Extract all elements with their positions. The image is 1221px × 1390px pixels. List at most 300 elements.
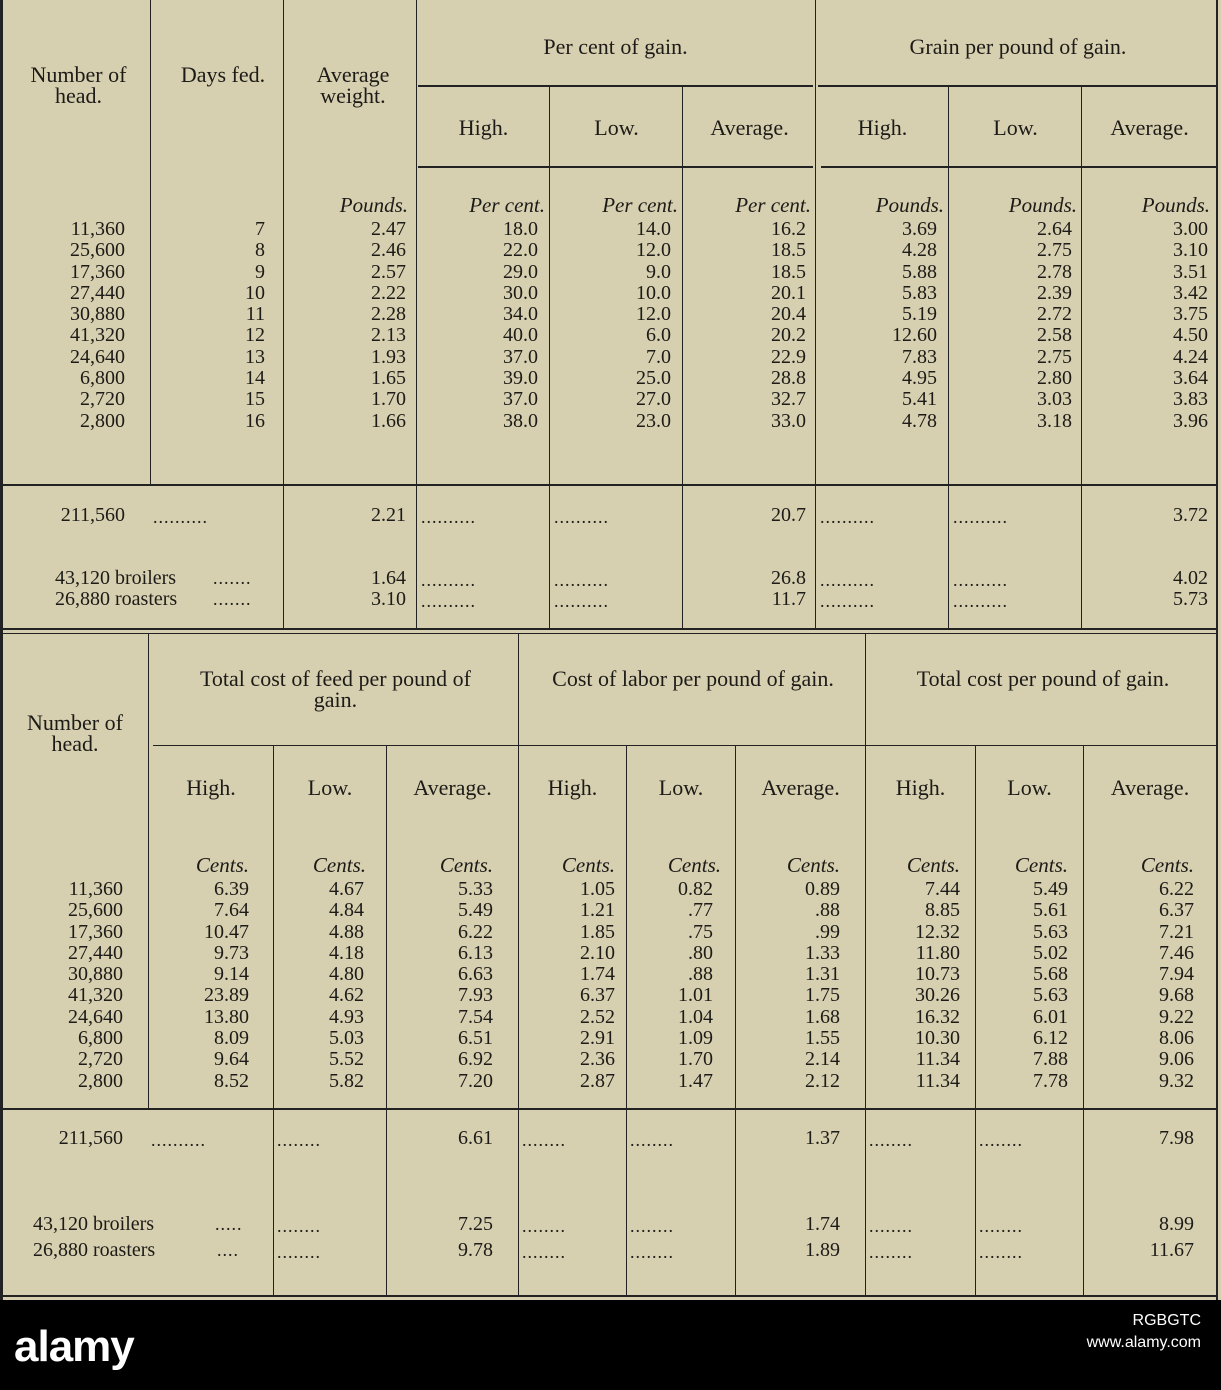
table-cell: 4.95 xyxy=(902,367,937,390)
table-cell: 3.96 xyxy=(1173,409,1208,432)
leader-dots: ....... xyxy=(213,589,252,609)
col-labor-average xyxy=(736,879,840,1092)
col-total-average xyxy=(1084,879,1194,1092)
table-cell: 13 xyxy=(245,345,265,368)
table-cell: 11.34 xyxy=(915,1048,960,1071)
table-cell: .80 xyxy=(688,941,713,964)
table-cell: 1.66 xyxy=(371,409,406,432)
unit-total-high: Cents. xyxy=(906,853,960,877)
table-cell: 2,800 xyxy=(80,409,125,432)
table-cell: 5.03 xyxy=(329,1027,364,1050)
unit-feed-low: Cents. xyxy=(312,853,366,877)
total-grain-average: 3.72 xyxy=(1173,504,1208,526)
table-cell: 11,360 xyxy=(70,218,125,240)
table-cell: 1.21 xyxy=(580,899,615,922)
unit-grain-low: Pounds. xyxy=(1008,193,1077,217)
unit-feed-high: Cents. xyxy=(195,853,249,877)
table-cell: 10.47 xyxy=(204,920,249,943)
header-pct-low: Low. xyxy=(594,115,639,140)
unit-total-low: Cents. xyxy=(1014,853,1068,877)
col-pct-high xyxy=(418,219,538,432)
table-cell: 3.83 xyxy=(1173,388,1208,411)
table-cell: 4.88 xyxy=(329,920,364,943)
table-cell: 1.09 xyxy=(678,1027,713,1050)
broilers-grain-average: 4.02 xyxy=(1173,567,1208,589)
broilers-pct-average: 26.8 xyxy=(771,567,806,589)
table-cell: 6.12 xyxy=(1033,1027,1068,1050)
leader-dots: .......... xyxy=(953,507,1008,527)
table-cell: 16.2 xyxy=(771,218,806,240)
table-cell: 6.37 xyxy=(580,984,615,1007)
table-cell: 37.0 xyxy=(503,345,538,368)
table-cell: 23.89 xyxy=(204,984,249,1007)
table-cell: 33.0 xyxy=(771,409,806,432)
unit-labor-high: Cents. xyxy=(561,853,615,877)
table-cell: 30.26 xyxy=(915,984,960,1007)
table-cell: 6.63 xyxy=(458,963,493,986)
table-cell: 2.28 xyxy=(371,303,406,326)
roasters-weight: 3.10 xyxy=(371,588,406,610)
table-cell: 7.0 xyxy=(646,345,671,368)
table-cell: 16 xyxy=(245,409,265,432)
table-cell: 5.82 xyxy=(329,1069,364,1092)
col-labor-low xyxy=(627,879,713,1092)
leader-dots: ........ xyxy=(979,1242,1023,1262)
table-cell: 23.0 xyxy=(636,409,671,432)
leader-dots: ..... xyxy=(215,1214,243,1234)
header-grain-high: High. xyxy=(857,115,908,140)
header-total-cost-of-feed: Total cost of feed per pound of gain. xyxy=(200,666,471,712)
table-cell: 8.09 xyxy=(214,1027,249,1050)
table-cell: 7 xyxy=(255,218,265,240)
header-number-of-head: Number of head. xyxy=(27,710,123,756)
header-grain-low: Low. xyxy=(993,115,1038,140)
leader-dots: ........ xyxy=(522,1216,566,1236)
broilers-weight: 1.64 xyxy=(371,567,406,589)
broilers-feed-average: 7.25 xyxy=(458,1213,493,1235)
table-cell: .75 xyxy=(688,920,713,943)
table-cell: 6.51 xyxy=(458,1027,493,1050)
table-cell: 1.31 xyxy=(805,963,840,986)
header-pct-high: High. xyxy=(458,115,509,140)
table-cell: 12.0 xyxy=(636,303,671,326)
leader-dots: .......... xyxy=(953,570,1008,590)
leader-dots: ........ xyxy=(277,1216,321,1236)
table-cell: 1.74 xyxy=(580,963,615,986)
leader-dots: ........ xyxy=(630,1130,674,1150)
table-cell: 7.64 xyxy=(214,899,249,922)
header-average-weight: Average weight. xyxy=(316,62,390,108)
table-cell: 22.9 xyxy=(771,345,806,368)
table-cell: 2.72 xyxy=(1037,303,1072,326)
leader-dots: .......... xyxy=(153,507,208,527)
leader-dots: .......... xyxy=(554,507,609,527)
header-feed-low: Low. xyxy=(307,775,353,800)
leader-dots: ........ xyxy=(277,1130,321,1150)
table-cell: 9.14 xyxy=(214,963,249,986)
header-labor-low: Low. xyxy=(658,775,704,800)
header-total-low: Low. xyxy=(1007,775,1052,800)
table-cell: 22.0 xyxy=(503,239,538,262)
table-cell: 17,360 xyxy=(68,920,123,943)
leader-dots: ........ xyxy=(869,1130,913,1150)
table-cell: 7.93 xyxy=(458,984,493,1007)
roasters-label: 26,880 roasters xyxy=(55,588,178,610)
col-days-fed xyxy=(153,219,265,432)
table-cell: 2.22 xyxy=(371,281,406,304)
site-url: www.alamy.com xyxy=(1086,1334,1201,1351)
table-cell: 14 xyxy=(245,367,265,390)
table-cell: 5.63 xyxy=(1033,920,1068,943)
table-cell: 1.47 xyxy=(678,1069,713,1092)
table-cell: 17,360 xyxy=(70,260,125,283)
table-cell: 25,600 xyxy=(68,899,123,922)
header-total-high: High. xyxy=(895,775,946,800)
table-cell: 7.94 xyxy=(1159,963,1194,986)
table-cell: 27,440 xyxy=(68,941,123,964)
table-cell: 3.51 xyxy=(1173,260,1208,283)
table-cell: 2.57 xyxy=(371,260,406,283)
table-cell: 20.4 xyxy=(771,303,806,326)
leader-dots: .... xyxy=(217,1240,239,1260)
table-cell: .99 xyxy=(815,920,840,943)
table-cell: 1.70 xyxy=(371,388,406,411)
table-cell: 5.19 xyxy=(902,303,937,326)
table-cell: 29.0 xyxy=(503,260,538,283)
table-cell: 12.0 xyxy=(636,239,671,262)
table-cell: 2.12 xyxy=(805,1069,840,1092)
unit-total-average: Cents. xyxy=(1140,853,1194,877)
table-cell: 24,640 xyxy=(68,1005,123,1028)
table-cell: 1.75 xyxy=(805,984,840,1007)
total-labor-average: 1.37 xyxy=(805,1127,840,1149)
table-cell: 8.06 xyxy=(1159,1027,1194,1050)
total-feed-average: 6.61 xyxy=(458,1127,493,1149)
table-cell: 6,800 xyxy=(80,367,125,390)
leader-dots: .......... xyxy=(953,591,1008,611)
broilers-total-average: 8.99 xyxy=(1159,1213,1194,1235)
broilers-label: 43,120 broilers xyxy=(33,1213,155,1235)
header-labor-average: Average. xyxy=(761,775,840,800)
roasters-feed-average: 9.78 xyxy=(458,1239,493,1261)
col-average-weight xyxy=(286,219,406,432)
table-cell: 6,800 xyxy=(78,1027,123,1050)
table-cell: 7.20 xyxy=(458,1069,493,1092)
unit-pct-average: Per cent. xyxy=(735,193,811,217)
leader-dots: ........ xyxy=(979,1216,1023,1236)
table-cell: 5.52 xyxy=(329,1048,364,1071)
table-cell: 7.21 xyxy=(1159,920,1194,943)
table-cell: 11.34 xyxy=(915,1069,960,1092)
table-cell: 3.18 xyxy=(1037,409,1072,432)
table-cell: 2.78 xyxy=(1037,260,1072,283)
leader-dots: .......... xyxy=(421,570,476,590)
table-cell: 18.5 xyxy=(771,260,806,283)
col-feed-high xyxy=(149,879,249,1092)
table-cell: 7.44 xyxy=(925,878,960,900)
leader-dots: .......... xyxy=(151,1130,206,1150)
table-cell: 12.60 xyxy=(892,324,937,347)
broilers-label: 43,120 broilers xyxy=(55,567,177,589)
table-cell: 2.75 xyxy=(1037,345,1072,368)
leader-dots: .......... xyxy=(820,507,875,527)
header-per-cent-of-gain: Per cent of gain. xyxy=(543,34,688,59)
table-cell: 15 xyxy=(245,388,265,411)
table-cell: 2.14 xyxy=(805,1048,840,1071)
table-cell: 0.82 xyxy=(678,878,713,900)
table-cell: 6.22 xyxy=(458,920,493,943)
table-cell: 40.0 xyxy=(503,324,538,347)
table-cell: 3.64 xyxy=(1173,367,1208,390)
table-cell: 18.0 xyxy=(503,218,538,240)
table-cell: 5.61 xyxy=(1033,899,1068,922)
table-cell: 5.88 xyxy=(902,260,937,283)
leader-dots: ........ xyxy=(522,1242,566,1262)
table-cell: 11 xyxy=(245,303,265,326)
table-cell: 2.13 xyxy=(371,324,406,347)
table-cell: 1.04 xyxy=(678,1005,713,1028)
col-grain-low xyxy=(950,219,1072,432)
header-number-of-head: Number of head. xyxy=(30,62,127,108)
table-cell: 3.03 xyxy=(1037,388,1072,411)
leader-dots: .......... xyxy=(554,591,609,611)
table-cell: 3.00 xyxy=(1173,218,1208,240)
table-cell: 3.42 xyxy=(1173,281,1208,304)
table-cell: 5.63 xyxy=(1033,984,1068,1007)
col-grain-high xyxy=(817,219,937,432)
table-cell: 6.22 xyxy=(1159,878,1194,900)
header-total-average: Average. xyxy=(1110,775,1190,800)
roasters-total-average: 11.67 xyxy=(1149,1239,1194,1261)
table-cell: 7.88 xyxy=(1033,1048,1068,1071)
col-total-low xyxy=(976,879,1068,1092)
header-grain-per-pound: Grain per pound of gain. xyxy=(909,34,1127,59)
table-cell: 4.80 xyxy=(329,963,364,986)
table-cell: 2.80 xyxy=(1037,367,1072,390)
header-feed-high: High. xyxy=(186,775,236,800)
table-cell: 30,880 xyxy=(68,963,123,986)
table-cell: 8.85 xyxy=(925,899,960,922)
table-cell: 9.32 xyxy=(1159,1069,1194,1092)
table-cell: 2.87 xyxy=(580,1069,615,1092)
table-cell: 9.68 xyxy=(1159,984,1194,1007)
table-cell: 4.62 xyxy=(329,984,364,1007)
table-cell: 2.10 xyxy=(580,941,615,964)
table-cell: 37.0 xyxy=(503,388,538,411)
table-cell: 41,320 xyxy=(70,324,125,347)
table-cell: 25.0 xyxy=(636,367,671,390)
unit-pct-high: Per cent. xyxy=(469,193,545,217)
table-cell: 1.05 xyxy=(580,878,615,900)
table-cell: 3.69 xyxy=(902,218,937,240)
table-cell: 5.33 xyxy=(458,878,493,900)
leader-dots: .......... xyxy=(820,591,875,611)
table-cell: 5.68 xyxy=(1033,963,1068,986)
table-cell: 4.78 xyxy=(902,409,937,432)
table-cell: 6.01 xyxy=(1033,1005,1068,1028)
table-cell: 1.93 xyxy=(371,345,406,368)
roasters-labor-average: 1.89 xyxy=(805,1239,840,1261)
stock-footer-bar xyxy=(0,1300,1221,1390)
table-cell: 3.75 xyxy=(1173,303,1208,326)
table-cell: 4.84 xyxy=(329,899,364,922)
table-cell: 2.39 xyxy=(1037,281,1072,304)
unit-labor-average: Cents. xyxy=(786,853,840,877)
total-number: 211,560 xyxy=(60,504,125,526)
table-cell: 10.73 xyxy=(915,963,960,986)
table-cell: 0.89 xyxy=(805,878,840,900)
header-cost-of-labor: Cost of labor per pound of gain. xyxy=(552,666,834,691)
table-cell: 1.33 xyxy=(805,941,840,964)
total-total-average: 7.98 xyxy=(1159,1127,1194,1149)
table-cell: 2.36 xyxy=(580,1048,615,1071)
leader-dots: .......... xyxy=(421,591,476,611)
leader-dots: ........ xyxy=(869,1242,913,1262)
table-cell: 7.78 xyxy=(1033,1069,1068,1092)
unit-feed-average: Cents. xyxy=(439,853,493,877)
alamy-logo: alamy xyxy=(14,1322,134,1371)
header-feed-average: Average. xyxy=(413,775,492,800)
table-cell: 8.52 xyxy=(214,1069,249,1092)
table-cell: 2,800 xyxy=(78,1069,123,1092)
table-cell: 28.8 xyxy=(771,367,806,390)
table-cell: 30.0 xyxy=(503,281,538,304)
col-total-high xyxy=(866,879,960,1092)
table-cell: 11,360 xyxy=(68,878,123,900)
table-cell: 7.54 xyxy=(458,1005,493,1028)
table-cell: 7.46 xyxy=(1159,941,1194,964)
col-pct-average xyxy=(684,219,806,432)
table-cell: 39.0 xyxy=(503,367,538,390)
table-cell: 9.0 xyxy=(646,260,671,283)
table-cell: 9.64 xyxy=(214,1048,249,1071)
leader-dots: ........ xyxy=(630,1216,674,1236)
header-grain-average: Average. xyxy=(1110,115,1189,140)
table-cell: 8 xyxy=(255,239,265,262)
leader-dots: .......... xyxy=(554,570,609,590)
unit-grain-average: Pounds. xyxy=(1141,193,1210,217)
header-pct-average: Average. xyxy=(710,115,789,140)
roasters-label: 26,880 roasters xyxy=(33,1239,156,1261)
unit-weight-pounds: Pounds. xyxy=(339,193,408,217)
table-cell: 12.32 xyxy=(915,920,960,943)
table-cell: 13.80 xyxy=(204,1005,249,1028)
table-cell: 1.65 xyxy=(371,367,406,390)
table-cell: 41,320 xyxy=(68,984,123,1007)
col-number xyxy=(7,879,123,1092)
col-feed-low xyxy=(274,879,364,1092)
leader-dots: ....... xyxy=(213,568,252,588)
header-labor-high: High. xyxy=(547,775,598,800)
table-cell: 32.7 xyxy=(771,388,806,411)
leader-dots: ........ xyxy=(277,1242,321,1262)
table-cell: 6.92 xyxy=(458,1048,493,1071)
total-number: 211,560 xyxy=(58,1127,123,1149)
leader-dots: .......... xyxy=(421,507,476,527)
table-cell: .88 xyxy=(688,963,713,986)
unit-pct-low: Per cent. xyxy=(602,193,678,217)
col-labor-high xyxy=(519,879,615,1092)
header-days-fed: Days fed. xyxy=(180,62,266,87)
leader-dots: ........ xyxy=(979,1130,1023,1150)
table-cell: 34.0 xyxy=(503,303,538,326)
table-cell: 4.50 xyxy=(1173,324,1208,347)
table-cell: 5.49 xyxy=(1033,878,1068,900)
table-cell: 2,720 xyxy=(80,388,125,411)
table-cell: 27,440 xyxy=(70,281,125,304)
table-cell: 2.46 xyxy=(371,239,406,262)
table-cell: 2.52 xyxy=(580,1005,615,1028)
table-cell: .77 xyxy=(688,899,713,922)
image-credit xyxy=(1087,1310,1201,1354)
unit-grain-high: Pounds. xyxy=(875,193,944,217)
table-cell: 30,880 xyxy=(70,303,125,326)
col-pct-low xyxy=(551,219,671,432)
table-cell: 2.91 xyxy=(580,1027,615,1050)
table-cell: 5.83 xyxy=(902,281,937,304)
table-cell: 2.75 xyxy=(1037,239,1072,262)
leader-dots: ........ xyxy=(630,1242,674,1262)
leader-dots: ........ xyxy=(869,1216,913,1236)
table-cell: 5.49 xyxy=(458,899,493,922)
table-cell: 1.85 xyxy=(580,920,615,943)
table-cell: 2,720 xyxy=(78,1048,123,1071)
table-cell: 6.37 xyxy=(1159,899,1194,922)
table-cell: .88 xyxy=(815,899,840,922)
table-cell: 2.47 xyxy=(371,218,406,240)
table-cell: 16.32 xyxy=(915,1005,960,1028)
table-cell: 18.5 xyxy=(771,239,806,262)
total-pct-average: 20.7 xyxy=(771,504,806,526)
table-cell: 24,640 xyxy=(70,345,125,368)
col-number xyxy=(7,219,125,432)
table-cell: 1.70 xyxy=(678,1048,713,1071)
table-cell: 10 xyxy=(245,281,265,304)
table-cell: 14.0 xyxy=(636,218,671,240)
broilers-labor-average: 1.74 xyxy=(805,1213,840,1235)
table-cell: 7.83 xyxy=(902,345,937,368)
table-cell: 9.73 xyxy=(214,941,249,964)
table-cell: 20.2 xyxy=(771,324,806,347)
table-cell: 1.68 xyxy=(805,1005,840,1028)
table-cell: 3.10 xyxy=(1173,239,1208,262)
table-cell: 9.06 xyxy=(1159,1048,1194,1071)
table-cell: 9 xyxy=(255,260,265,283)
table-cell: 38.0 xyxy=(503,409,538,432)
leader-dots: ........ xyxy=(522,1130,566,1150)
table-cell: 1.55 xyxy=(805,1027,840,1050)
image-id: RGBGTC xyxy=(1132,1312,1201,1329)
col-grain-average xyxy=(1083,219,1208,432)
header-total-cost: Total cost per pound of gain. xyxy=(916,666,1170,691)
unit-labor-low: Cents. xyxy=(667,853,721,877)
roasters-pct-average: 11.7 xyxy=(771,588,806,610)
col-feed-average xyxy=(387,879,493,1092)
table-cell: 1.01 xyxy=(678,984,713,1007)
table-cell: 11.80 xyxy=(915,941,960,964)
table-cell: 4.18 xyxy=(329,941,364,964)
total-weight: 2.21 xyxy=(371,504,406,526)
table-cell: 4.93 xyxy=(329,1005,364,1028)
table-cell: 25,600 xyxy=(70,239,125,262)
table-cell: 4.28 xyxy=(902,239,937,262)
table-cell: 6.13 xyxy=(458,941,493,964)
table-cell: 4.24 xyxy=(1173,345,1208,368)
leader-dots: .......... xyxy=(820,570,875,590)
table-cell: 10.0 xyxy=(636,281,671,304)
roasters-grain-average: 5.73 xyxy=(1173,588,1208,610)
table-cell: 12 xyxy=(245,324,265,347)
